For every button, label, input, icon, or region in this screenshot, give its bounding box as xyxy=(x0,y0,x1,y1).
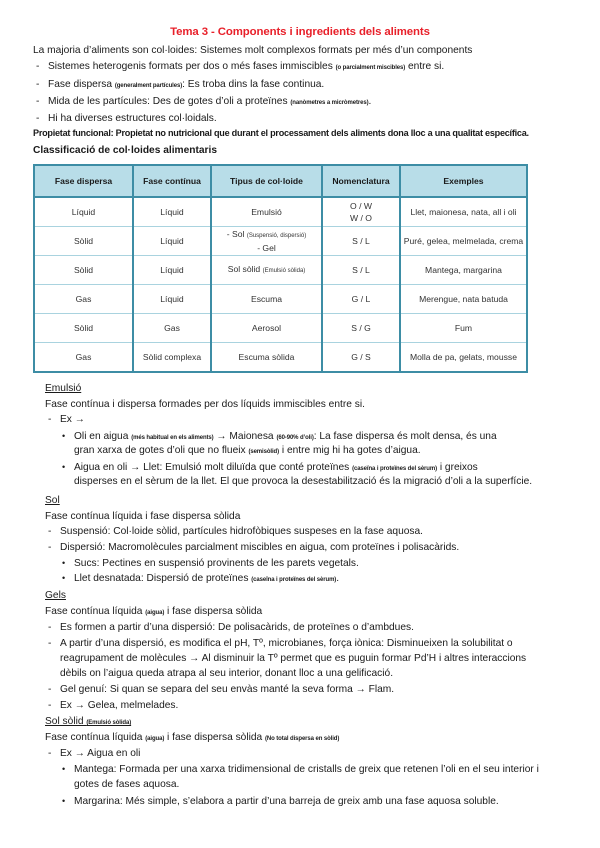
intro-item: - Sistemes heterogenis formats per dos o més fases immiscibles (o parcialment miscibles) entre si. xyxy=(36,61,445,72)
cell-tipus: - Sol (Suspensió, dispersió) - Gel xyxy=(211,227,322,256)
cell-dispersa: Sòlid xyxy=(34,314,133,343)
dash-marker: - xyxy=(48,638,52,649)
section-heading-emulsio: Emulsió xyxy=(45,383,82,394)
bullet-marker: • xyxy=(62,573,66,583)
emulsio-description: Fase contínua i dispersa formades per dos líquids immiscibles entre si. xyxy=(45,399,365,410)
intro-paragraph: La majoria d’aliments son col·loides: Sistemes molt complexos formats per més d’un components xyxy=(33,45,473,56)
cell-exemples: Llet, maionesa, nata, all i oli xyxy=(400,197,527,227)
bullet-marker: • xyxy=(62,431,66,441)
header-nomenclatura: Nomenclatura xyxy=(322,165,400,197)
dash-marker: - xyxy=(36,79,40,90)
sol-item-dispersio: - Dispersió: Macromolècules parcialment miscibles en aigua, com proteïnes i polisacàrids. xyxy=(48,542,460,553)
sol-solid-bullet-mantega: • Mantega: Formada per una xarxa tridimensional de cristalls de greix que retenen l’oli en el seu interior i xyxy=(62,764,539,775)
cell-exemples: Merengue, nata batuda xyxy=(400,285,527,314)
colloid-classification-table xyxy=(33,164,528,373)
dash-marker: - xyxy=(48,414,52,425)
dash-marker: - xyxy=(48,542,52,553)
gels-item-continuation: dèbils on l’aigua queda atrapa al seu interior, donant lloc a una gelificació. xyxy=(60,668,394,679)
gels-item: - Ex → Gelea, melmelades. xyxy=(48,700,179,711)
section-heading-sol-solid: Sol sòlid (Emulsió sòlida) xyxy=(45,716,132,727)
cell-dispersa: Líquid xyxy=(34,197,133,227)
emulsio-example-item: - Ex → xyxy=(48,414,85,425)
sol-item-suspensio: - Suspensió: Col·loide sòlid, partícules hidrofòbiques suspeses en la fase aquosa. xyxy=(48,526,424,537)
document-title: Tema 3 - Components i ingredients dels aliments xyxy=(170,26,430,38)
dash-marker: - xyxy=(48,700,52,711)
cell-tipus: Emulsió xyxy=(211,197,322,227)
cell-nomenclatura: S / L xyxy=(322,256,400,285)
dash-marker: - xyxy=(36,61,40,72)
bullet-marker: • xyxy=(62,764,66,774)
table-row xyxy=(34,256,527,285)
emulsio-bullet-continuation: disperses en el sèrum de la llet. El que provoca la desestabilització és la migració d’oli a la superfície. xyxy=(74,476,533,487)
table-row xyxy=(34,314,527,343)
sol-description: Fase contínua líquida i fase dispersa sòlida xyxy=(45,511,241,522)
gels-item: - A partir d’una dispersió, es modifica el pH, Tº, microbianes, força iònica: Disminueixen la solubilitat o xyxy=(48,638,513,649)
dash-marker: - xyxy=(48,748,52,759)
cell-tipus: Sol sòlid (Emulsió sòlida) xyxy=(211,256,322,285)
cell-dispersa: Gas xyxy=(34,343,133,373)
cell-continua: Líquid xyxy=(133,197,211,227)
gels-item: - Gel genuí: Si quan se separa del seu envàs manté la seva forma → Flam. xyxy=(48,684,395,695)
cell-exemples: Puré, gelea, melmelada, crema xyxy=(400,227,527,256)
cell-nomenclatura: G / S xyxy=(322,343,400,373)
cell-dispersa: Sòlid xyxy=(34,227,133,256)
cell-dispersa: Gas xyxy=(34,285,133,314)
table-row xyxy=(34,197,527,227)
cell-continua: Gas xyxy=(133,314,211,343)
cell-continua: Líquid xyxy=(133,227,211,256)
header-exemples: Exemples xyxy=(400,165,527,197)
dash-marker: - xyxy=(36,113,40,124)
header-tipus-colloide: Tipus de col·loide xyxy=(211,165,322,197)
cell-exemples: Mantega, margarina xyxy=(400,256,527,285)
intro-item: - Fase dispersa (generalment partícules): Es troba dins la fase continua. xyxy=(36,79,325,90)
header-fase-continua: Fase contínua xyxy=(133,165,211,197)
emulsio-bullet-oli-en-aigua: • Oli en aigua (més habitual en els aliments) → Maionesa (60-90% d’oli): La fase dispersa és molt densa, és una xyxy=(62,431,497,442)
gels-description: Fase contínua líquida (aigua) i fase dispersa sòlida xyxy=(45,606,263,617)
table-row xyxy=(34,343,527,373)
functional-property-note: Propietat funcional: Propietat no nutricional que durant el processament dels aliments dona lloc a una qualitat específica. xyxy=(33,128,529,138)
cell-continua: Líquid xyxy=(133,256,211,285)
dash-marker: - xyxy=(48,526,52,537)
dash-marker: - xyxy=(36,96,40,107)
bullet-marker: • xyxy=(62,558,66,568)
cell-continua: Líquid xyxy=(133,285,211,314)
intro-item: - Mida de les partícules: Des de gotes d’oli a proteïnes (nanòmetres a micròmetres). xyxy=(36,96,372,107)
dash-marker: - xyxy=(48,684,52,695)
table-row xyxy=(34,227,527,256)
gels-item-continuation: reagrupament de molècules → Al disminuir la Tº permet que es puguin formar Pd’H i altres interaccions xyxy=(60,653,527,664)
section-heading-gels: Gels xyxy=(45,590,66,601)
dash-marker: - xyxy=(48,622,52,633)
gels-item: - Es formen a partir d’una dispersió: De polisacàrids, de proteïnes o d’ambdues. xyxy=(48,622,414,633)
sol-solid-bullet-continuation: gotes de fases aquosa. xyxy=(74,779,180,790)
header-fase-dispersa: Fase dispersa xyxy=(34,165,133,197)
bullet-marker: • xyxy=(62,462,66,472)
cell-tipus: Escuma xyxy=(211,285,322,314)
cell-tipus: Aerosol xyxy=(211,314,322,343)
sol-bullet-sucs: • Sucs: Pectines en suspensió provinents de les parets vegetals. xyxy=(62,558,359,569)
classification-title: Classificació de col·loides alimentaris xyxy=(33,145,218,156)
cell-exemples: Molla de pa, gelats, mousse xyxy=(409,352,517,362)
intro-item: - Hi ha diverses estructures col·loidals. xyxy=(36,113,217,124)
cell-nomenclatura: G / L xyxy=(322,285,400,314)
emulsio-bullet-continuation: gran xarxa de gotes d’oli que no flueix (semisòlid) i entre mig hi ha gotes d’aigua. xyxy=(74,445,421,456)
emulsio-bullet-aigua-en-oli: • Aigua en oli → Llet: Emulsió molt diluïda que conté proteïnes (caseïna i proteïnes del sèrum) i greixos xyxy=(62,462,478,473)
sol-bullet-llet-desnatada: • Llet desnatada: Dispersió de proteïnes (caseïna i proteïnes del sèrum). xyxy=(62,573,340,584)
sol-solid-bullet-margarina: • Margarina: Més simple, s’elabora a partir d’una barreja de greix amb una fase aquosa soluble. xyxy=(62,796,499,807)
cell-dispersa: Sòlid xyxy=(34,256,133,285)
section-heading-sol: Sol xyxy=(45,495,60,506)
sol-solid-example-item: - Ex → Aigua en oli xyxy=(48,748,141,759)
cell-nomenclatura: S / G xyxy=(322,314,400,343)
cell-nomenclatura: S / L xyxy=(322,227,400,256)
table-row xyxy=(34,285,527,314)
cell-exemples: Fum xyxy=(400,314,527,343)
cell-continua: Sòlid complexa xyxy=(133,343,211,373)
cell-nomenclatura: O / W W / O xyxy=(322,197,400,227)
cell-tipus: Escuma sòlida xyxy=(211,343,322,373)
table-header-row xyxy=(34,165,527,197)
sol-solid-description: Fase contínua líquida (aigua) i fase dispersa sòlida (No total dispersa en sòlid) xyxy=(45,732,340,743)
bullet-marker: • xyxy=(62,796,66,806)
